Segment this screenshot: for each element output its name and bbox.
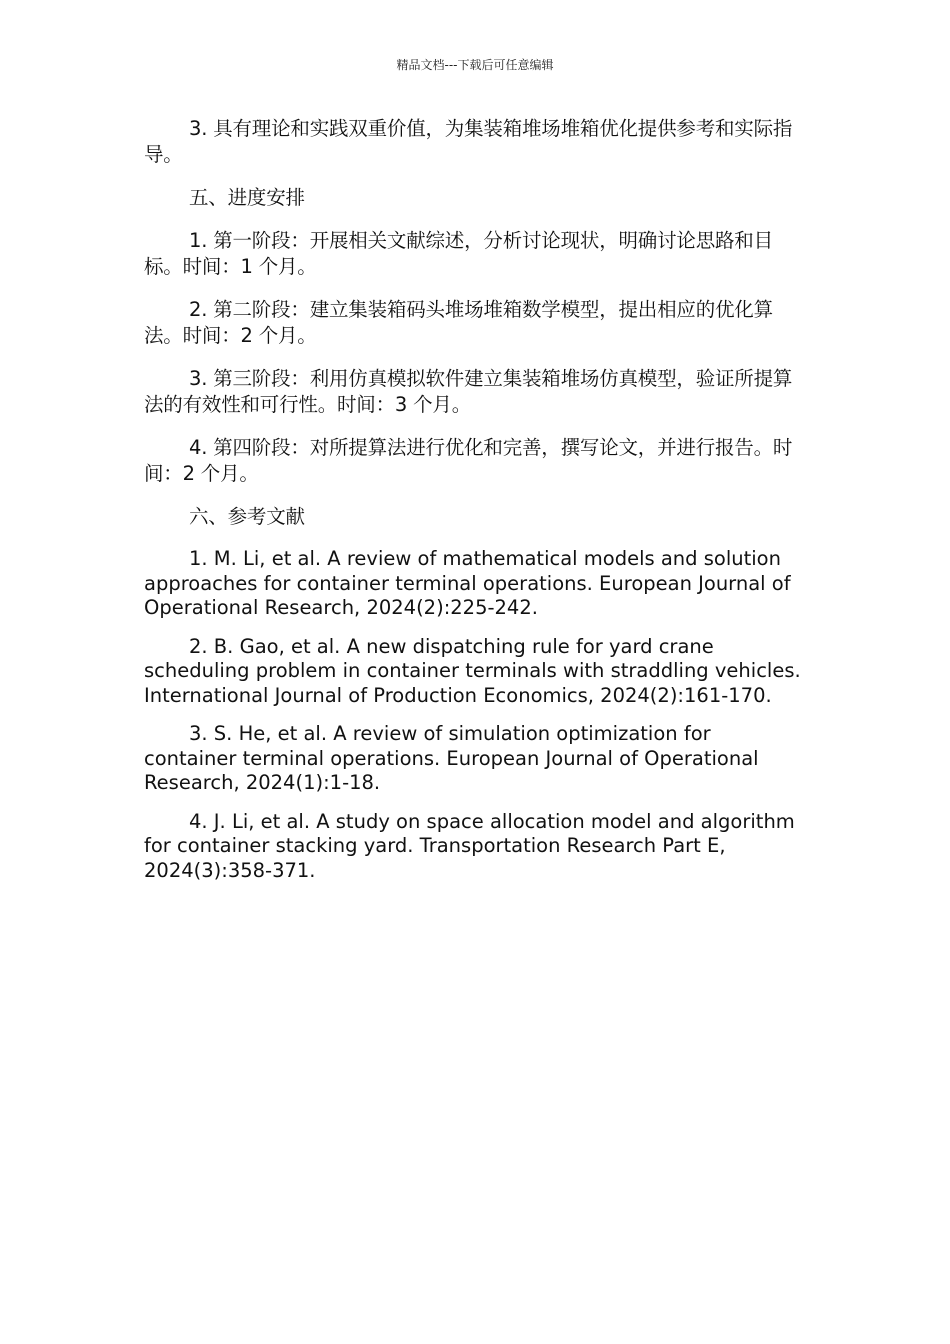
- page-header: 精品文档---下载后可任意编辑: [396, 58, 554, 72]
- reference-item-4: 4. J. Li, et al. A study on space allocation model and algorithm for container stacking yard. Transportation Research Part E, 2024(3):358-371.: [144, 809, 795, 882]
- schedule-item-4: 4. 第四阶段：对所提算法进行优化和完善，撰写论文，并进行报告。时间：2 个月。: [144, 436, 793, 485]
- schedule-item-1: 1. 第一阶段：开展相关文献综述，分析讨论现状，明确讨论思路和目标。时间：1 个月。: [144, 229, 773, 278]
- document-body: [144, 116, 808, 897]
- reference-item-2: 2. B. Gao, et al. A new dispatching rule for yard crane scheduling problem in container terminals with straddling vehicles. International Journal of Production Economics, 2024(2):161-170.: [144, 634, 801, 707]
- intro-item-3: 3. 具有理论和实践双重价值，为集装箱堆场堆箱优化提供参考和实际指导。: [144, 117, 793, 166]
- section-title-schedule: 五、进度安排: [189, 186, 305, 209]
- schedule-item-3: 3. 第三阶段：利用仿真模拟软件建立集装箱堆场仿真模型，验证所提算法的有效性和可行性。时间：3 个月。: [144, 367, 793, 416]
- reference-item-3: 3. S. He, et al. A review of simulation optimization for container terminal operations. European Journal of Operational Research, 2024(1):1-18.: [144, 722, 759, 794]
- section-title-references: 六、参考文献: [189, 505, 305, 528]
- reference-item-1: 1. M. Li, et al. A review of mathematical models and solution approaches for container terminal operations. European Journal of Operational Research, 2024(2):225-242.: [144, 547, 791, 619]
- schedule-item-2: 2. 第二阶段：建立集装箱码头堆场堆箱数学模型，提出相应的优化算法。时间：2 个月。: [144, 298, 773, 347]
